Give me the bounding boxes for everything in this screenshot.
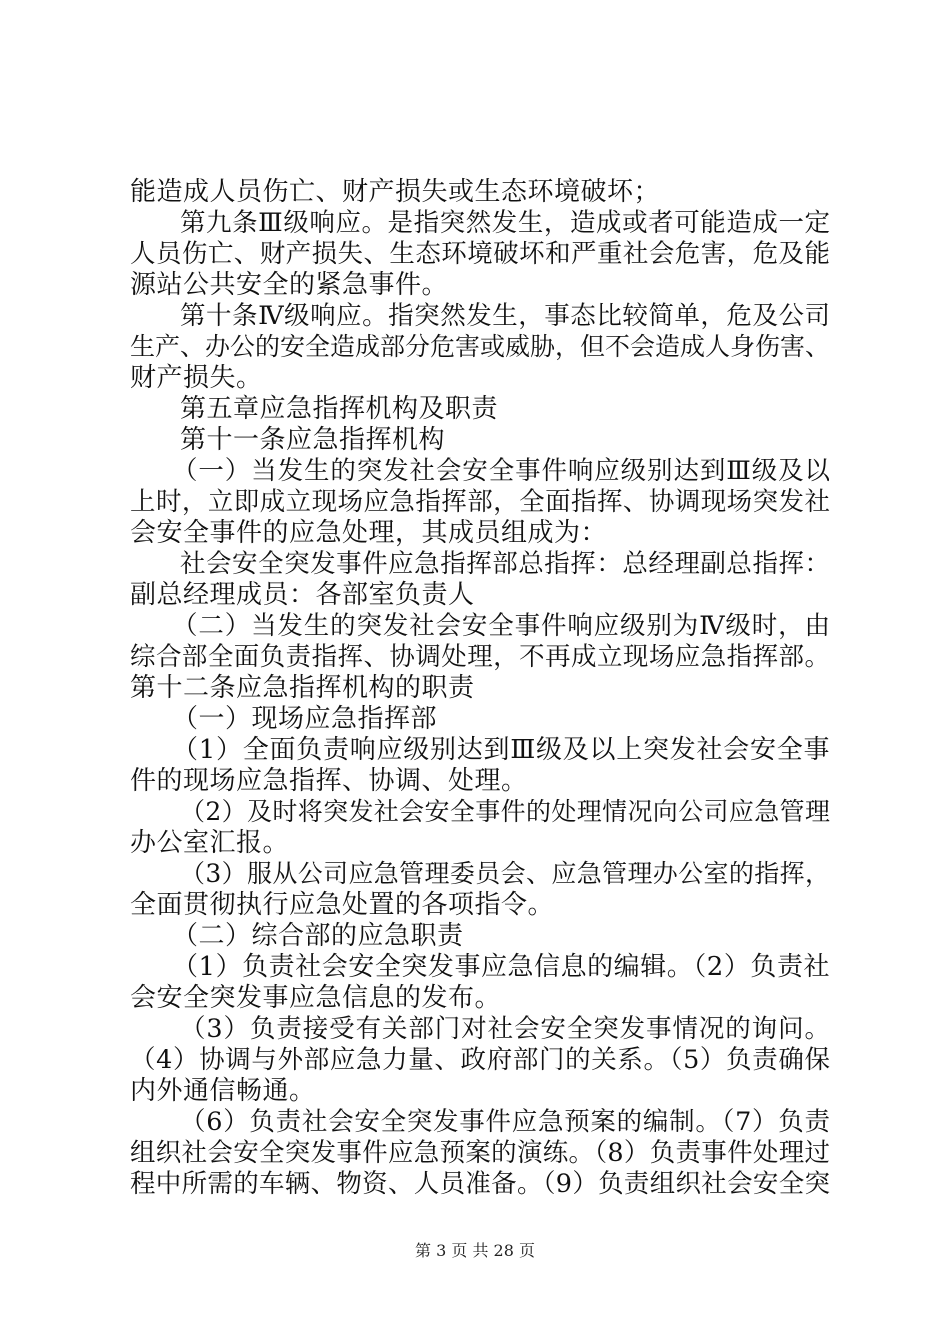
text-line: 组织社会安全突发事件应急预案的演练。（8）负责事件处理过: [130, 1138, 830, 1168]
text-line: （二）当发生的突发社会安全事件响应级别为Ⅳ级时，由: [172, 611, 830, 641]
text-line: （2）及时将突发社会安全事件的处理情况向公司应急管理: [180, 797, 830, 826]
text-line: （1）全面负责响应级别达到Ⅲ级及以上突发社会安全事: [172, 735, 830, 765]
text-line: 程中所需的车辆、物资、人员准备。（9）负责组织社会安全突: [130, 1169, 830, 1199]
text-line: （一）当发生的突发社会安全事件响应级别达到Ⅲ级及以: [172, 456, 830, 486]
text-line: 第十条Ⅳ级响应。指突然发生，事态比较简单，危及公司: [180, 301, 830, 331]
text-line: 能造成人员伤亡、财产损失或生态环境破坏；: [130, 177, 661, 207]
section-heading: （一）现场应急指挥部: [172, 704, 438, 734]
text-line: 源站公共安全的紧急事件。: [130, 270, 449, 300]
text-line: 件的现场应急指挥、协调、处理。: [130, 766, 528, 796]
text-line: （3）负责接受有关部门对社会安全突发事情况的询问。: [180, 1014, 830, 1044]
text-line: 内外通信畅通。: [130, 1076, 316, 1106]
text-line: 上时，立即成立现场应急指挥部，全面指挥、协调现场突发社: [130, 487, 830, 517]
text-line: （6）负责社会安全突发事件应急预案的编制。（7）负责: [180, 1107, 830, 1137]
text-line: 办公室汇报。: [130, 828, 290, 858]
section-heading: （二）综合部的应急职责: [172, 921, 464, 951]
text-line: 第九条Ⅲ级响应。是指突然发生，造成或者可能造成一定: [180, 208, 830, 238]
text-line: （1）负责社会安全突发事应急信息的编辑。（2）负责社: [172, 952, 830, 982]
chapter-heading: 第五章应急指挥机构及职责: [180, 394, 499, 424]
text-line: 生产、办公的安全造成部分危害或威胁，但不会造成人身伤害、: [130, 332, 831, 361]
text-line: 社会安全突发事件应急指挥部总指挥：总经理副总指挥：: [180, 549, 830, 579]
page-number-footer: 第 3 页 共 28 页: [415, 1241, 535, 1260]
text-line: 副总经理成员：各部室负责人: [130, 580, 475, 610]
text-line: （4）协调与外部应急力量、政府部门的关系。（5）负责确保: [130, 1045, 830, 1075]
text-line: 会安全突发事应急信息的发布。: [130, 983, 502, 1013]
article-heading: 第十二条应急指挥机构的职责: [130, 673, 475, 703]
text-line: 全面贯彻执行应急处置的各项指令。: [130, 890, 555, 920]
text-line: （3）服从公司应急管理委员会、应急管理办公室的指挥，: [180, 859, 830, 888]
text-line: 综合部全面负责指挥、协调处理，不再成立现场应急指挥部。: [130, 642, 830, 672]
text-line: 财产损失。: [130, 363, 263, 393]
article-heading: 第十一条应急指挥机构: [180, 425, 446, 455]
text-line: 会安全事件的应急处理，其成员组成为：: [130, 518, 608, 548]
text-line: 人员伤亡、财产损失、生态环境破坏和严重社会危害，危及能: [130, 239, 830, 269]
